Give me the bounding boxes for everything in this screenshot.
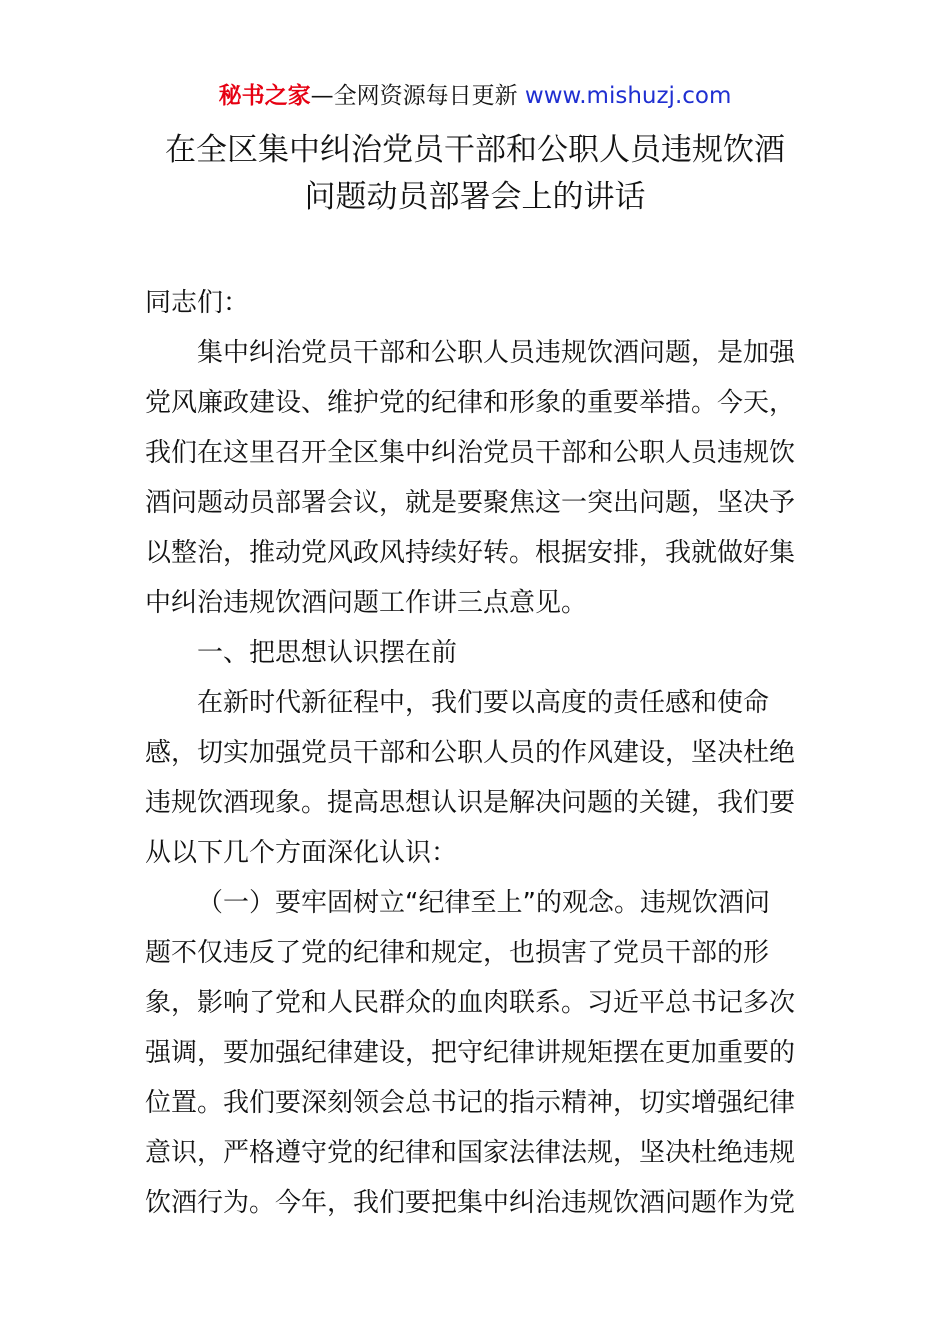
site-header [0, 80, 950, 112]
body-line: 我们在这里召开全区集中纠治党员干部和公职人员违规饮 [145, 438, 796, 468]
section-heading: 一、把思想认识摆在前 [197, 638, 458, 668]
body-line: 在新时代新征程中，我们要以高度的责任感和使命 [197, 688, 770, 718]
body-line: 题不仅违反了党的纪律和规定，也损害了党员干部的形 [145, 938, 770, 968]
body-line: 中纠治违规饮酒问题工作讲三点意见。 [145, 588, 588, 618]
body-line: 以整治，推动党风政风持续好转。根据安排，我就做好集 [145, 538, 796, 568]
body-line: 强调，要加强纪律建设，把守纪律讲规矩摆在更加重要的 [145, 1038, 796, 1068]
subsection-line: （一）要牢固树立“纪律至上”的观念。违规饮酒问 [197, 888, 770, 918]
body-line: 从以下几个方面深化认识： [145, 838, 458, 868]
body-line: 意识，严格遵守党的纪律和国家法律法规，坚决杜绝违规 [145, 1138, 796, 1168]
site-url[interactable]: www.mishuzj.com [524, 83, 732, 109]
body-line: 酒问题动员部署会议，就是要聚焦这一突出问题，坚决予 [145, 488, 796, 518]
body-line: 集中纠治党员干部和公职人员违规饮酒问题，是加强 [197, 338, 796, 368]
salutation: 同志们： [145, 288, 250, 318]
body-line: 违规饮酒现象。提高思想认识是解决问题的关键，我们要 [145, 788, 796, 818]
document-body [145, 278, 807, 1228]
header-tagline: —全网资源每日更新 [310, 83, 525, 109]
body-line: 象，影响了党和人民群众的血肉联系。习近平总书记多次 [145, 988, 796, 1018]
document-title-line-1: 在全区集中纠治党员干部和公职人员违规饮酒 [165, 132, 785, 168]
body-line: 位置。我们要深刻领会总书记的指示精神，切实增强纪律 [145, 1088, 796, 1118]
body-line: 饮酒行为。今年，我们要把集中纠治违规饮酒问题作为党 [145, 1188, 796, 1218]
brand-name: 秘书之家 [218, 83, 311, 109]
document-title-line-2: 问题动员部署会上的讲话 [304, 179, 646, 215]
body-line: 党风廉政建设、维护党的纪律和形象的重要举措。今天， [145, 388, 796, 418]
body-line: 感，切实加强党员干部和公职人员的作风建设，坚决杜绝 [145, 738, 796, 768]
